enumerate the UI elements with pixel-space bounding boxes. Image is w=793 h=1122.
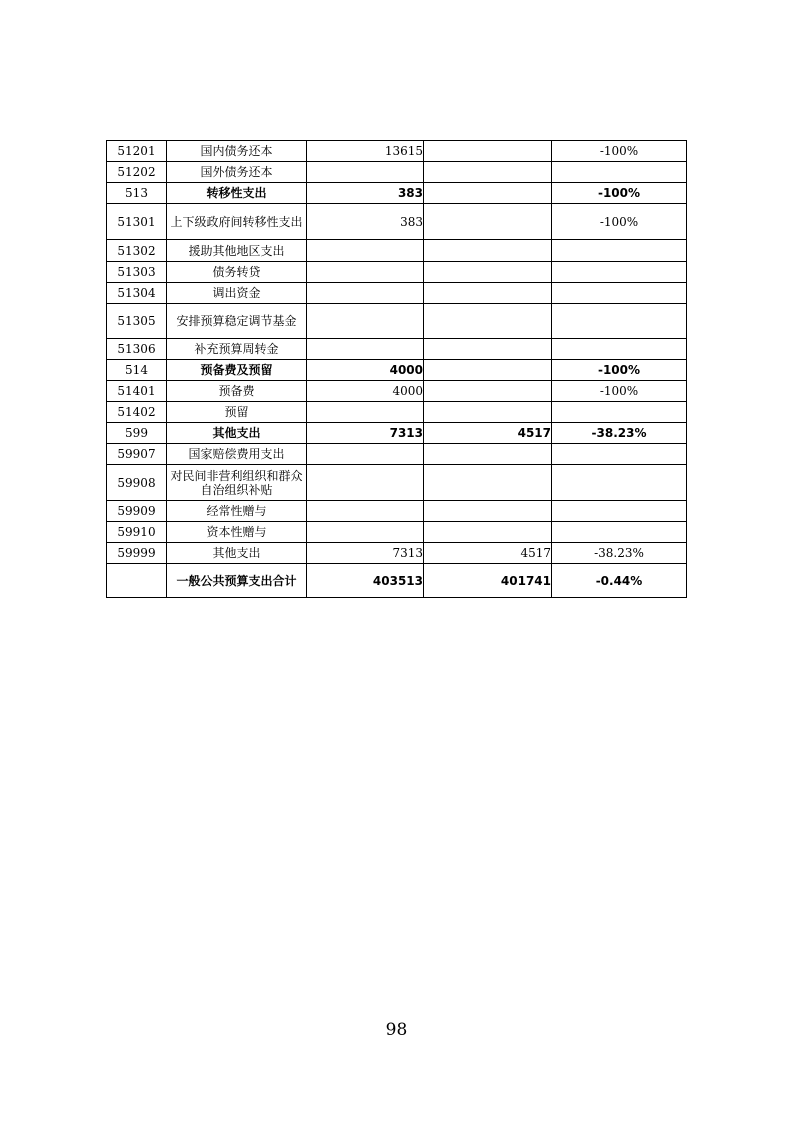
item-code-cell: 51306	[107, 339, 167, 360]
item-name-cell: 经常性赠与	[167, 501, 307, 522]
current-year-amount-cell	[424, 381, 552, 402]
item-code-cell: 51301	[107, 204, 167, 240]
item-name-cell: 上下级政府间转移性支出	[167, 204, 307, 240]
previous-year-amount-cell	[307, 304, 424, 339]
current-year-amount-cell	[424, 204, 552, 240]
current-year-amount-cell	[424, 240, 552, 262]
item-name-cell: 其他支出	[167, 543, 307, 564]
item-code-cell	[107, 564, 167, 598]
previous-year-amount-cell	[307, 240, 424, 262]
table-row	[107, 283, 687, 304]
item-code-cell: 51402	[107, 402, 167, 423]
previous-year-amount-cell	[307, 402, 424, 423]
previous-year-amount-cell	[307, 283, 424, 304]
item-name-cell: 预留	[167, 402, 307, 423]
item-name-cell: 国家赔偿费用支出	[167, 444, 307, 465]
previous-year-amount-cell: 383	[307, 204, 424, 240]
table-row	[107, 543, 687, 564]
previous-year-amount-cell: 403513	[307, 564, 424, 598]
change-percent-cell	[552, 240, 687, 262]
change-percent-cell: -38.23%	[552, 543, 687, 564]
item-code-cell: 59909	[107, 501, 167, 522]
table-row	[107, 240, 687, 262]
item-name-cell: 预备费	[167, 381, 307, 402]
change-percent-cell	[552, 339, 687, 360]
previous-year-amount-cell	[307, 444, 424, 465]
item-code-cell: 51302	[107, 240, 167, 262]
current-year-amount-cell	[424, 262, 552, 283]
table-row	[107, 304, 687, 339]
item-name-cell: 对民间非营利组织和群众自治组织补贴	[167, 465, 307, 501]
table-row	[107, 360, 687, 381]
item-name-cell: 预备费及预留	[167, 360, 307, 381]
table-row	[107, 402, 687, 423]
previous-year-amount-cell: 4000	[307, 360, 424, 381]
item-name-cell: 国内债务还本	[167, 141, 307, 162]
change-percent-cell	[552, 501, 687, 522]
change-percent-cell: -100%	[552, 204, 687, 240]
change-percent-cell: -100%	[552, 141, 687, 162]
table-row	[107, 423, 687, 444]
change-percent-cell: -38.23%	[552, 423, 687, 444]
previous-year-amount-cell	[307, 162, 424, 183]
previous-year-amount-cell: 7313	[307, 423, 424, 444]
item-code-cell: 59907	[107, 444, 167, 465]
table-row	[107, 262, 687, 283]
current-year-amount-cell	[424, 465, 552, 501]
change-percent-cell: -100%	[552, 381, 687, 402]
current-year-amount-cell	[424, 402, 552, 423]
previous-year-amount-cell	[307, 339, 424, 360]
item-name-cell: 转移性支出	[167, 183, 307, 204]
previous-year-amount-cell	[307, 465, 424, 501]
table-body	[107, 141, 687, 598]
table-row	[107, 564, 687, 598]
item-code-cell: 59908	[107, 465, 167, 501]
current-year-amount-cell	[424, 304, 552, 339]
item-code-cell: 59910	[107, 522, 167, 543]
change-percent-cell	[552, 162, 687, 183]
current-year-amount-cell	[424, 501, 552, 522]
previous-year-amount-cell	[307, 262, 424, 283]
table-row	[107, 204, 687, 240]
change-percent-cell	[552, 283, 687, 304]
table-row	[107, 501, 687, 522]
table-row	[107, 339, 687, 360]
current-year-amount-cell: 4517	[424, 543, 552, 564]
table-row	[107, 381, 687, 402]
change-percent-cell	[552, 262, 687, 283]
item-code-cell: 513	[107, 183, 167, 204]
item-name-cell: 安排预算稳定调节基金	[167, 304, 307, 339]
item-name-cell: 债务转贷	[167, 262, 307, 283]
current-year-amount-cell	[424, 360, 552, 381]
current-year-amount-cell	[424, 141, 552, 162]
item-name-cell: 国外债务还本	[167, 162, 307, 183]
current-year-amount-cell	[424, 183, 552, 204]
previous-year-amount-cell	[307, 522, 424, 543]
table-row	[107, 522, 687, 543]
change-percent-cell: -100%	[552, 360, 687, 381]
item-code-cell: 51303	[107, 262, 167, 283]
table-row	[107, 465, 687, 501]
current-year-amount-cell	[424, 283, 552, 304]
item-name-cell: 资本性赠与	[167, 522, 307, 543]
previous-year-amount-cell: 383	[307, 183, 424, 204]
item-code-cell: 51201	[107, 141, 167, 162]
change-percent-cell	[552, 465, 687, 501]
change-percent-cell	[552, 304, 687, 339]
page-number: 98	[385, 1020, 408, 1040]
change-percent-cell	[552, 444, 687, 465]
item-code-cell: 51401	[107, 381, 167, 402]
item-name-cell: 援助其他地区支出	[167, 240, 307, 262]
item-name-cell: 其他支出	[167, 423, 307, 444]
budget-table	[106, 140, 687, 598]
current-year-amount-cell	[424, 162, 552, 183]
item-name-cell: 补充预算周转金	[167, 339, 307, 360]
current-year-amount-cell: 4517	[424, 423, 552, 444]
change-percent-cell	[552, 522, 687, 543]
item-code-cell: 514	[107, 360, 167, 381]
previous-year-amount-cell: 13615	[307, 141, 424, 162]
current-year-amount-cell	[424, 522, 552, 543]
item-code-cell: 51304	[107, 283, 167, 304]
item-code-cell: 51305	[107, 304, 167, 339]
item-code-cell: 599	[107, 423, 167, 444]
table-row	[107, 141, 687, 162]
change-percent-cell: -100%	[552, 183, 687, 204]
table-row	[107, 162, 687, 183]
item-code-cell: 59999	[107, 543, 167, 564]
previous-year-amount-cell: 4000	[307, 381, 424, 402]
table-row	[107, 183, 687, 204]
table-row	[107, 444, 687, 465]
item-code-cell: 51202	[107, 162, 167, 183]
change-percent-cell	[552, 402, 687, 423]
current-year-amount-cell: 401741	[424, 564, 552, 598]
item-name-cell: 一般公共预算支出合计	[167, 564, 307, 598]
current-year-amount-cell	[424, 444, 552, 465]
change-percent-cell: -0.44%	[552, 564, 687, 598]
item-name-cell: 调出资金	[167, 283, 307, 304]
previous-year-amount-cell: 7313	[307, 543, 424, 564]
current-year-amount-cell	[424, 339, 552, 360]
previous-year-amount-cell	[307, 501, 424, 522]
